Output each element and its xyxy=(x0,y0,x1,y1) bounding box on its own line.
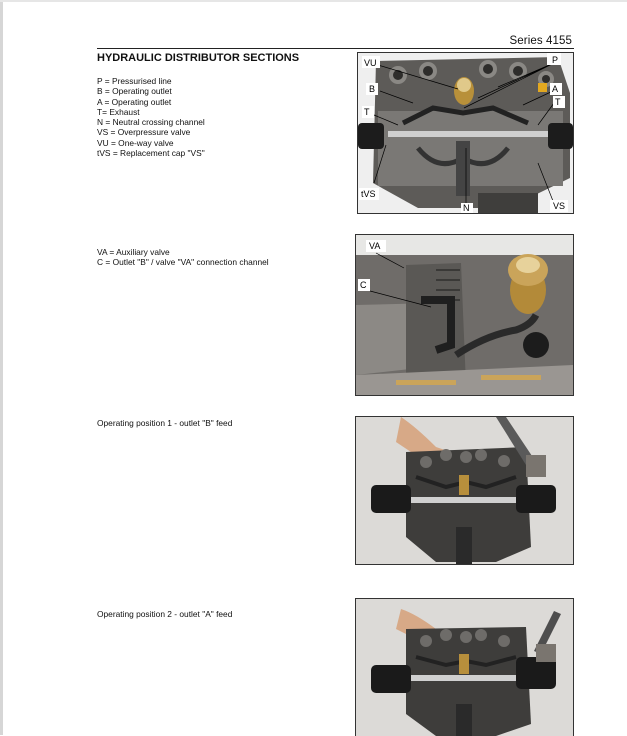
section-title: HYDRAULIC DISTRIBUTOR SECTIONS xyxy=(97,52,300,64)
legend-item: N = Neutral crossing channel xyxy=(97,117,205,128)
distributor-section-figure xyxy=(358,53,573,213)
legend-item: VS = Overpressure valve xyxy=(97,127,191,138)
legend-item: VA = Auxiliary valve xyxy=(97,247,170,257)
section-legend xyxy=(97,76,205,158)
legend-item: P = Pressurised line xyxy=(97,76,172,86)
operating-position-1-figure xyxy=(356,417,573,564)
operating-position-1-caption: Operating position 1 - outlet "B" feed xyxy=(97,418,233,428)
auxiliary-valve-photo xyxy=(355,234,574,396)
label-a: A xyxy=(552,84,559,94)
legend-item: VU = One-way valve xyxy=(97,137,174,148)
header-rule xyxy=(97,48,574,49)
auxiliary-valve-figure xyxy=(356,235,573,395)
legend-item: tVS = Replacement cap "VS" xyxy=(97,148,205,159)
operating-position-2-caption: Operating position 2 - outlet "A" feed xyxy=(97,609,233,619)
distributor-section-photo xyxy=(357,52,574,214)
operating-position-1-photo xyxy=(355,416,574,565)
label-b: B xyxy=(369,84,376,94)
label-p: P xyxy=(552,55,559,65)
series-header: Series 4155 xyxy=(509,35,572,47)
label-vu: VU xyxy=(364,58,377,68)
page-edge-top xyxy=(0,0,627,2)
operating-position-2-photo xyxy=(355,598,574,736)
operating-position-2-figure xyxy=(356,599,573,736)
label-va: VA xyxy=(369,241,381,251)
page-edge-left xyxy=(0,0,3,735)
label-tvs: tVS xyxy=(361,189,376,199)
legend-item: B = Operating outlet xyxy=(97,86,172,97)
valve-legend xyxy=(97,247,269,268)
label-t-left: T xyxy=(364,107,370,117)
label-c: C xyxy=(360,280,367,290)
legend-item: T= Exhaust xyxy=(97,106,140,117)
label-vs: VS xyxy=(553,201,566,211)
legend-item: A = Operating outlet xyxy=(97,96,172,107)
label-t-right: T xyxy=(555,97,561,107)
legend-item: C = Outlet "B" / valve "VA" connection channel xyxy=(97,257,269,268)
label-n: N xyxy=(463,203,470,213)
